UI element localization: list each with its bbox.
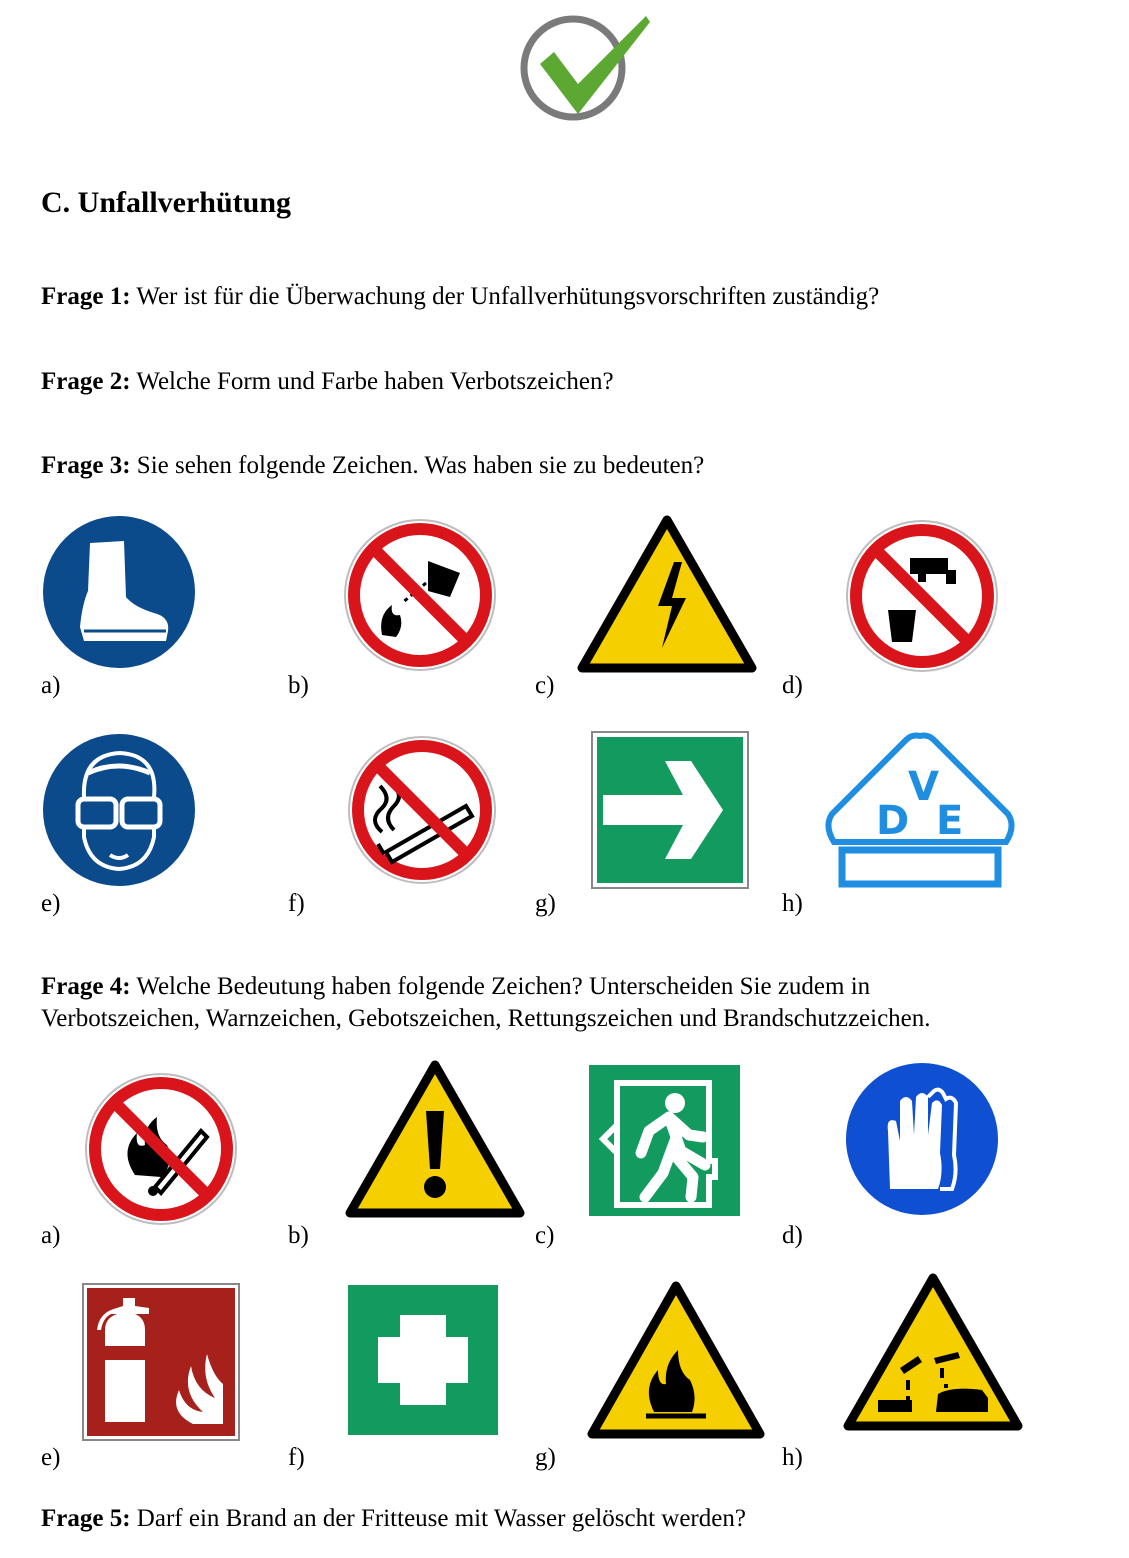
question-label: Frage 2:: [41, 368, 131, 395]
sign-letter: b): [288, 1222, 309, 1249]
question-label: Frage 3:: [41, 452, 131, 479]
question-text: Welche Bedeutung haben folgende Zeichen? Unterscheiden Sie zudem in: [136, 973, 871, 1000]
no-smoking-sign-icon: [346, 734, 498, 886]
vde-letter-v: V: [908, 764, 939, 810]
first-aid-sign-icon: [348, 1285, 498, 1435]
sign-letter: g): [535, 890, 556, 917]
sign-letter: f): [288, 1444, 305, 1471]
sign-letter: a): [41, 672, 61, 699]
question-label: Frage 1:: [41, 283, 131, 310]
protective-gloves-sign-icon: [844, 1061, 1000, 1217]
vde-letter-e: E: [936, 798, 964, 844]
question-4: [41, 971, 1111, 1035]
sign-letter: h): [782, 1444, 803, 1471]
emergency-exit-sign-icon: [589, 1065, 740, 1216]
sign-letter: g): [535, 1444, 556, 1471]
sign-letter: c): [535, 1222, 555, 1249]
corrosive-warning-sign-icon: [842, 1272, 1024, 1432]
question-text: Sie sehen folgende Zeichen. Was haben sie zu bedeuten?: [136, 452, 705, 479]
question-5: [41, 1503, 746, 1535]
sign-letter: b): [288, 672, 309, 699]
sign-letter: e): [41, 1444, 61, 1471]
vde-mark-icon: [820, 730, 1020, 888]
electric-voltage-warning-sign-icon: [578, 516, 756, 674]
no-open-flame-sign-icon: [83, 1071, 239, 1227]
safety-boots-sign-icon: [42, 515, 196, 669]
question-text: Welche Form und Farbe haben Verbotszeichen?: [136, 368, 614, 395]
sign-letter: a): [41, 1222, 61, 1249]
question-label: Frage 4:: [41, 973, 131, 1000]
section-heading: C. Unfallverhütung: [41, 186, 292, 219]
question-label: Frage 5:: [41, 1505, 131, 1532]
flammable-warning-sign-icon: [586, 1280, 766, 1440]
sign-letter: f): [288, 890, 305, 917]
question-text: Darf ein Brand an der Fritteuse mit Wasser gelöscht werden?: [136, 1505, 746, 1532]
fire-extinguisher-sign-icon: [83, 1284, 239, 1440]
check-icon: [518, 12, 653, 124]
no-water-extinguishing-sign-icon: [342, 517, 498, 673]
no-drinking-water-sign-icon: [844, 518, 1000, 674]
emergency-exit-arrow-sign-icon: [591, 731, 749, 889]
eye-protection-sign-icon: [42, 733, 196, 887]
sign-letter: e): [41, 890, 61, 917]
sign-letter: d): [782, 1222, 803, 1249]
sign-letter: h): [782, 890, 803, 917]
sign-letter: d): [782, 672, 803, 699]
question-text: Wer ist für die Überwachung der Unfallverhütungsvorschriften zuständig?: [136, 283, 880, 310]
question-3: [41, 450, 704, 482]
general-warning-sign-icon: [344, 1059, 526, 1219]
sign-letter: c): [535, 672, 555, 699]
question-2: [41, 366, 614, 398]
question-text-line2: Verbotszeichen, Warnzeichen, Gebotszeichen, Rettungszeichen und Brandschutzzeichen.: [41, 1005, 931, 1032]
vde-letter-d: D: [876, 798, 910, 844]
question-1: [41, 281, 879, 313]
